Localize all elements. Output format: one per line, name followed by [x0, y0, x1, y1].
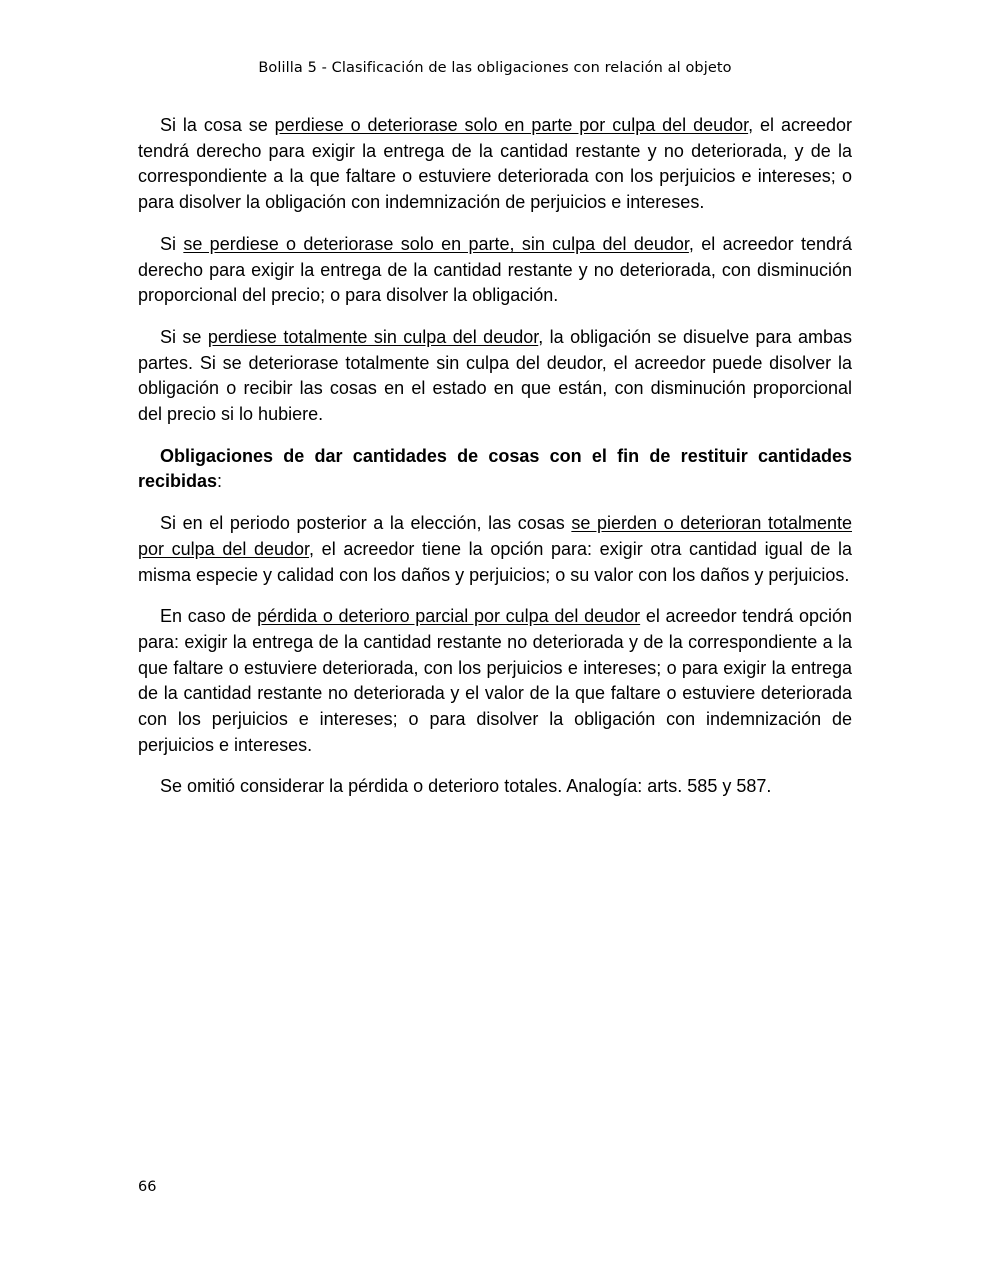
- underlined-phrase: se perdiese o deteriorase solo en parte, sin culpa del deudor: [183, 233, 689, 254]
- paragraph-text: el acreedor tendrá opción para: exigir la entrega de la cantidad restante no deteriorada y de la correspondiente a la que faltare o estuviere deteriorada, con los perjuicios e intereses; o para exigir la entrega de la cantidad restante no deteriorada y el valor de la que faltare o estuviere deteriorada con los perjuicios e intereses; o para disolver la obligación con indemnización de perjuicios e intereses.: [138, 606, 853, 755]
- underlined-phrase: pérdida o deterioro parcial por culpa del deudor: [257, 606, 641, 627]
- paragraph-partial-loss-no-fault: [138, 232, 852, 309]
- bold-heading: Obligaciones de dar cantidades de cosas con el fin de restituir cantidades recibidas: [138, 445, 852, 492]
- paragraph-total-loss-debtor-fault: [138, 511, 852, 588]
- paragraph-text: , el acreedor tiene la opción para: exigir otra cantidad igual de la misma especie y calidad con los daños y perjuicios; o su valor con los daños y perjuicios.: [138, 538, 853, 585]
- paragraph-partial-deterioration-debtor-fault: [138, 604, 852, 758]
- paragraph-text: En caso de: [160, 606, 258, 627]
- paragraph-text: Si: [160, 233, 184, 254]
- paragraph-text: Si se: [160, 326, 208, 347]
- underlined-phrase: perdiese totalmente sin culpa del deudor: [207, 326, 539, 347]
- paragraph-text: , el acreedor tendrá derecho para exigir la entrega de la cantidad restante y no deteriorada, y de la correspondiente a la que faltare o estuviere deteriorada con los perjuicios e intereses; o para disolver la obligación con indemnización de perjuicios e intereses.: [138, 115, 852, 213]
- section-heading-restitution: [138, 444, 852, 495]
- paragraph-text: , la obligación se disuelve para ambas partes. Si se deteriorase totalmente sin culpa del deudor, el acreedor puede disolver la obligación o recibir las cosas en el estado en que están, con disminución proporcional del precio si lo hubiere.: [138, 326, 852, 425]
- paragraph-text: Si en el periodo posterior a la elección, las cosas: [160, 513, 572, 534]
- heading-colon: :: [217, 471, 223, 492]
- underlined-phrase: se pierden o deterioran totalmente por culpa del deudor: [138, 513, 852, 559]
- header-title: Bolilla 5 - Clasificación de las obligaciones con relación al objeto: [258, 60, 732, 76]
- page-number: 66: [138, 1179, 157, 1195]
- paragraph-text: Se omitió considerar la pérdida o deterioro totales. Analogía: arts. 585 y 587.: [160, 776, 772, 797]
- page-header: [0, 60, 990, 76]
- paragraph-text: , el acreedor tendrá derecho para exigir la entrega de la cantidad restante y no deteriorada, con disminución proporcional del precio; o para disolver la obligación.: [138, 233, 852, 306]
- underlined-phrase: perdiese o deteriorase solo en parte por culpa del deudor: [274, 115, 749, 135]
- paragraph-total-loss-no-fault: [138, 325, 852, 428]
- paragraph-partial-loss-debtor-fault: [138, 113, 852, 216]
- paragraph-text: Si la cosa se: [160, 115, 275, 135]
- page-body: [138, 113, 852, 816]
- paragraph-omission-note: [138, 774, 852, 800]
